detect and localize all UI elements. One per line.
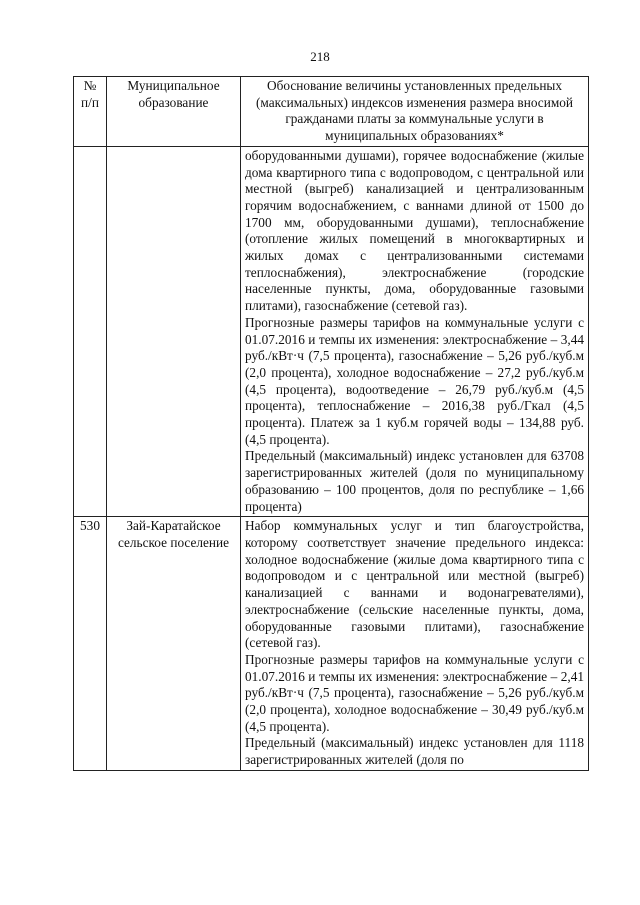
header-municipality: Муниципальное образование <box>107 77 241 147</box>
justification-paragraph: Предельный (максимальный) индекс установлен для 63708 зарегистрированных жителей (доля по муниципальному образованию – 100 процентов, доля по республике – 1,66 процента) <box>245 448 584 514</box>
row-number <box>74 146 107 516</box>
row-municipality: Зай-Каратайское сельское поселение <box>107 517 241 771</box>
row-municipality <box>107 146 241 516</box>
row-justification <box>241 146 589 516</box>
row-number: 530 <box>74 517 107 771</box>
header-number: № п/п <box>74 77 107 147</box>
tariff-justification-table <box>73 76 589 771</box>
justification-paragraph: Прогнозные размеры тарифов на коммунальные услуги с 01.07.2016 и темпы их изменения: электроснабжение – 2,41 руб./кВт·ч (7,5 процента), газоснабжение – 5,26 руб./куб.м (2,0 процента), холодное водоснабжение – 30,49 руб./куб.м (4,5 процента). <box>245 651 584 734</box>
table-row <box>74 517 589 771</box>
table-header-row <box>74 77 589 147</box>
justification-paragraph: оборудованными душами), горячее водоснабжение (жилые дома квартирного типа с водопроводом, с центральной или местной (выгреб) канализацией и централизованным горячим водоснабжением, с ваннами длиной от 1500 до 1700 мм, оборудованными душами), теплоснабжение (отопление жилых помещений в многоквартирных и жилых домах с централизованными системами теплоснабжения), электроснабжение (городские населенные пункты, дома, оборудованные газовыми плитами), газоснабжение (сетевой газ). <box>245 147 584 314</box>
table-row <box>74 146 589 516</box>
justification-paragraph: Предельный (максимальный) индекс установлен для 1118 зарегистрированных жителей (доля по <box>245 735 584 768</box>
justification-paragraph: Прогнозные размеры тарифов на коммунальные услуги с 01.07.2016 и темпы их изменения: электроснабжение – 3,44 руб./кВт·ч (7,5 процента), газоснабжение – 5,26 руб./куб.м (2,0 процента), холодное водоснабжение – 27,2 руб./куб.м (4,5 процента), водоотведение – 26,79 руб./куб.м (4,5 процента), теплоснабжение – 2016,38 руб./Гкал (4,5 процента). Платеж за 1 куб.м горячей воды – 134,88 руб. (4,5 процента). <box>245 314 584 447</box>
header-justification: Обоснование величины установленных предельных (максимальных) индексов изменения размера вносимой гражданами платы за коммунальные услуги в муниципальных образованиях* <box>241 77 589 147</box>
page-number: 218 <box>310 49 330 64</box>
row-justification <box>241 517 589 771</box>
justification-paragraph: Набор коммунальных услуг и тип благоустройства, которому соответствует значение предельного индекса: холодное водоснабжение (жилые дома квартирного типа с водопроводом и с центральной или местной (выгреб) канализацией с ваннами и водонагревателями), электроснабжение (сельские населенные пункты, дома, оборудованные газовыми плитами), газоснабжение (сетевой газ). <box>245 518 584 651</box>
